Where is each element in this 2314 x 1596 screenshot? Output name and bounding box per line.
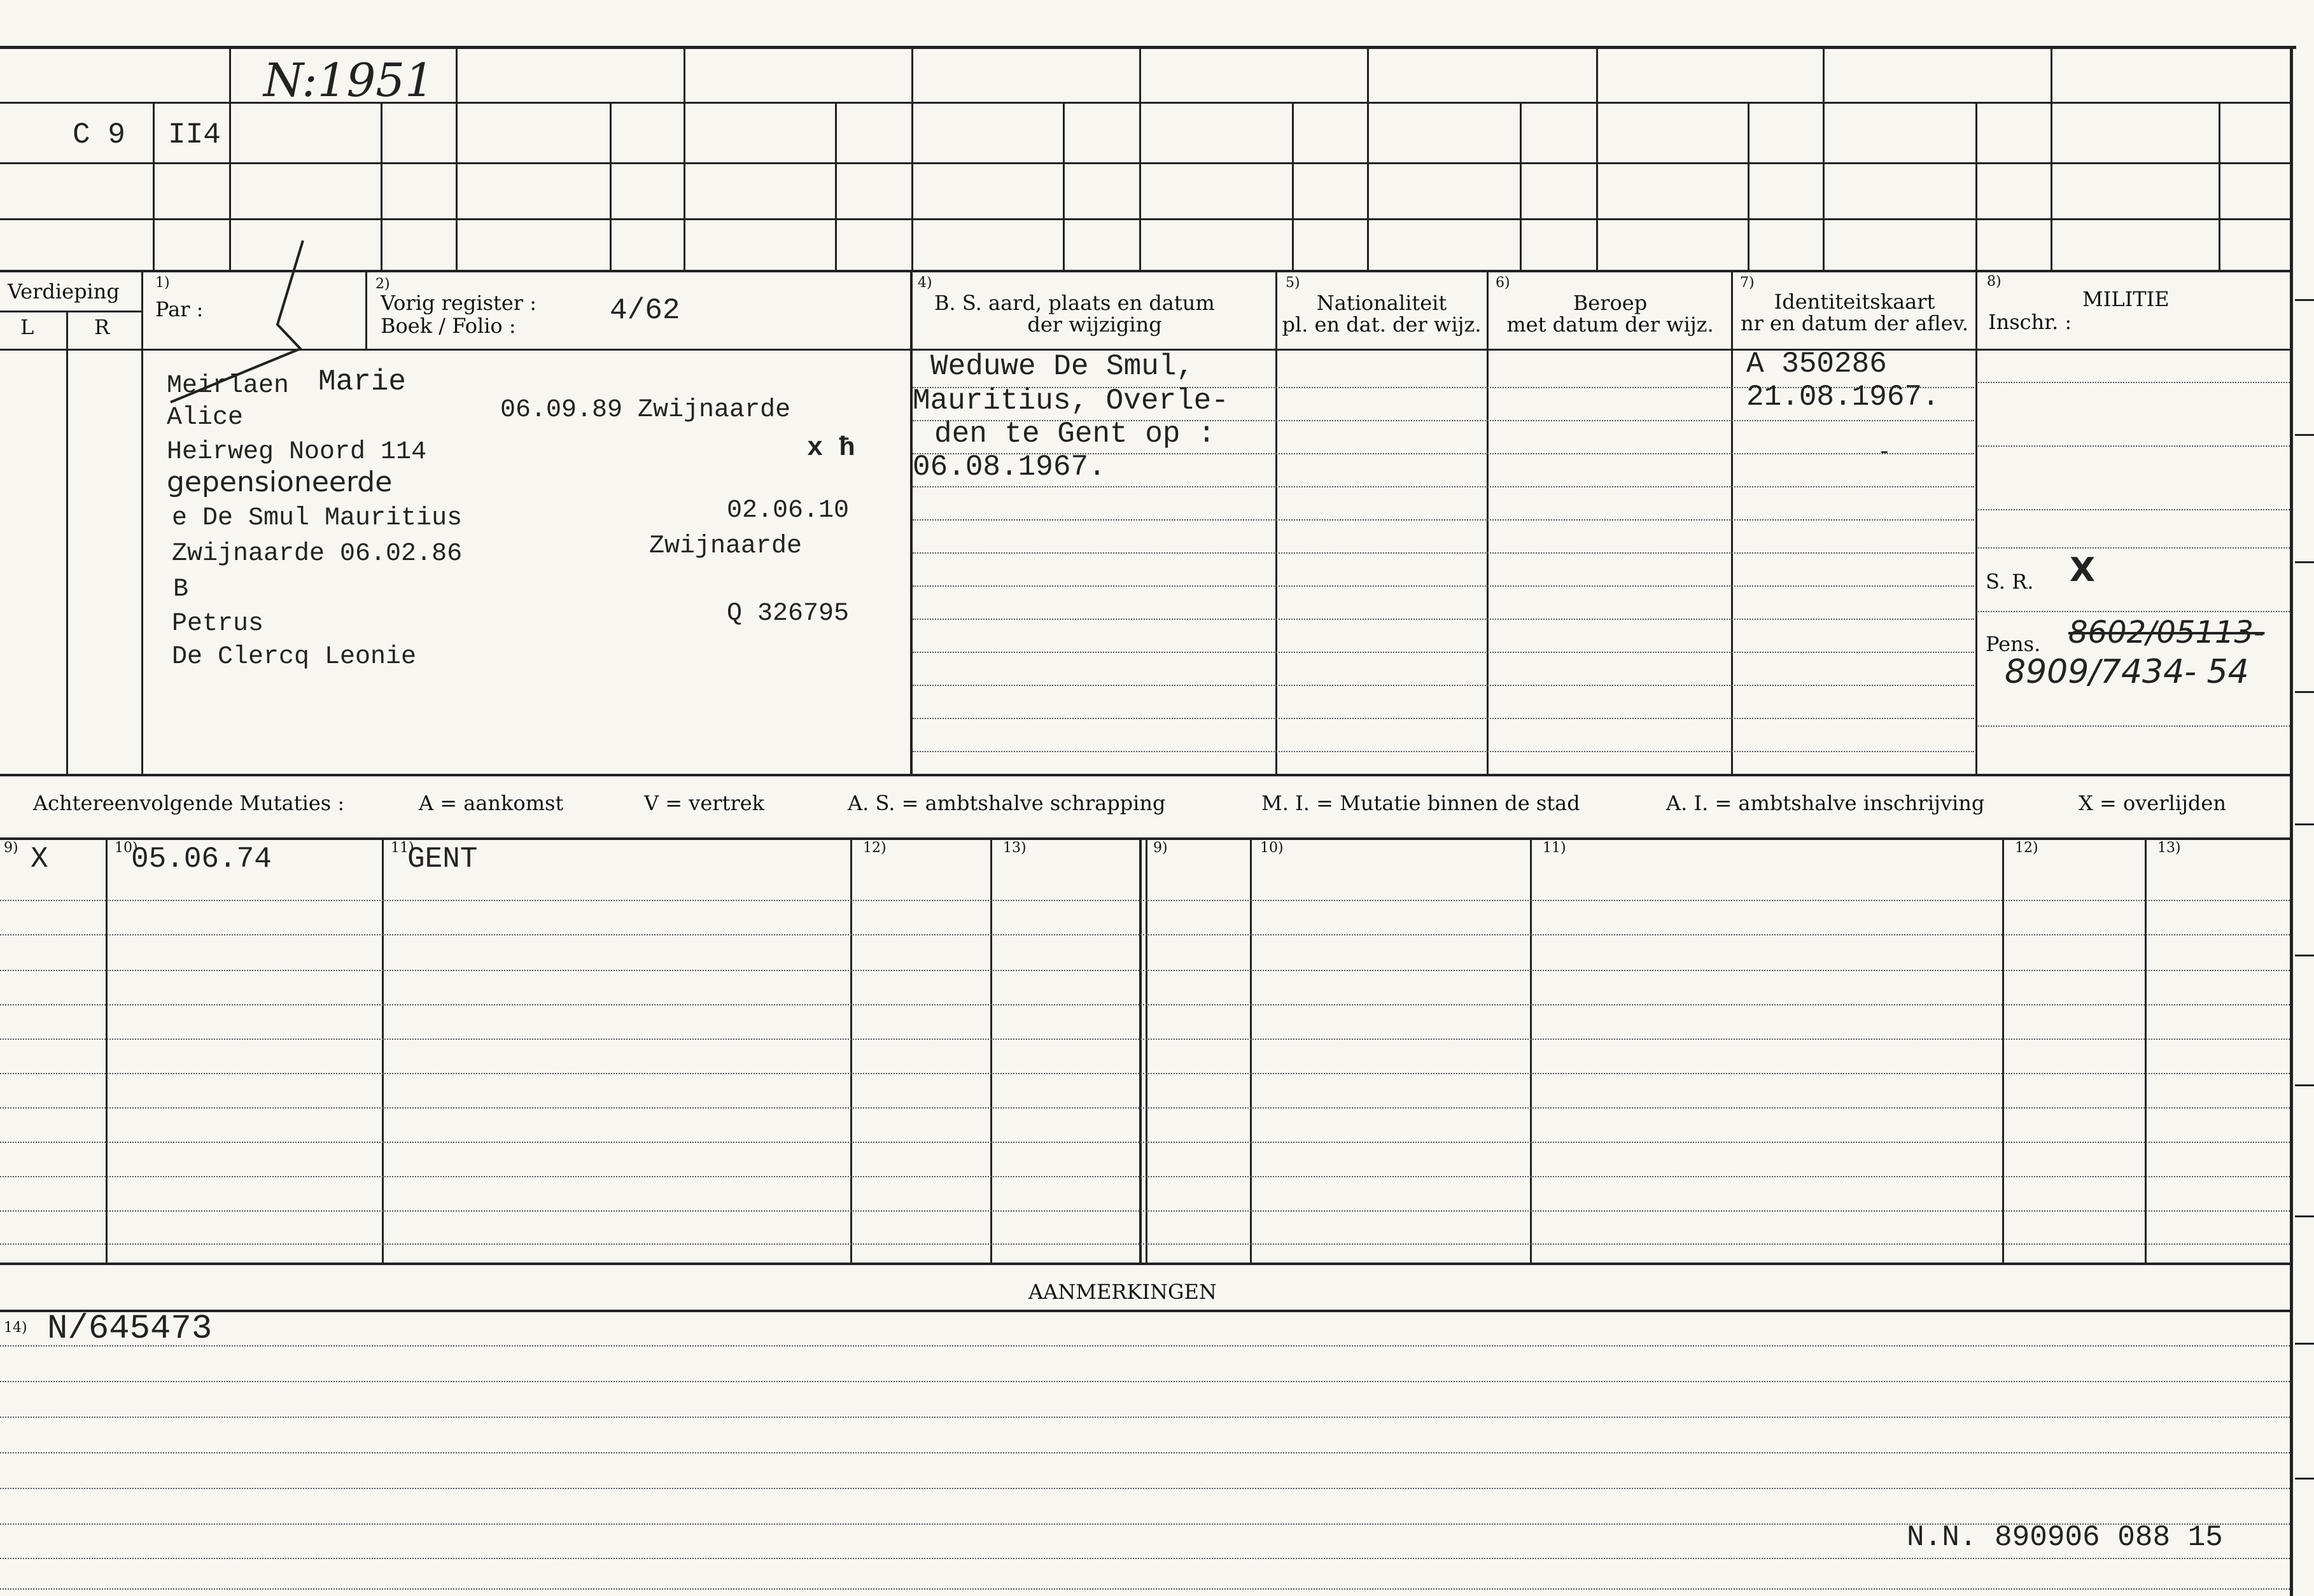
legend-ambtshalve-inschrijving: A. I. = ambtshalve inschrijving <box>1666 791 1985 815</box>
remarks-number: 14) <box>4 1320 27 1336</box>
legend-vertrek: V = vertrek <box>644 791 765 815</box>
person-marriage: Zwijnaarde 06.02.86 <box>172 540 463 568</box>
mutation-place: GENT <box>407 843 478 876</box>
bs-line1: Weduwe De Smul, <box>930 350 1195 383</box>
person-id-ref: Q 326795 <box>727 599 850 628</box>
idcard-dash: - <box>1877 439 1891 465</box>
militie-header: MILITIE <box>2082 287 2170 311</box>
boek-folio-label: Boek / Folio : <box>381 314 516 338</box>
mut-r-col13-number: 13) <box>2157 840 2181 856</box>
sr-value: X <box>2070 551 2096 589</box>
person-surname: Meirlaen <box>167 372 290 400</box>
col2-number: 2) <box>375 276 390 292</box>
series-sub-code: II4 <box>168 118 221 151</box>
nationaliteit-header-sub: pl. en dat. der wijz. <box>1282 312 1482 337</box>
beroep-header: Beroep <box>1573 291 1648 315</box>
person-mother: De Clercq Leonie <box>172 643 417 671</box>
legend-ambtshalve-schrapping: A. S. = ambtshalve schrapping <box>848 791 1166 815</box>
legend-overlijden: X = overlijden <box>2079 791 2226 815</box>
mut-r-col10-number: 10) <box>1260 840 1284 856</box>
person-marks: х ħ <box>807 433 855 463</box>
person-father: Petrus <box>172 610 264 638</box>
legend-title: Achtereenvolgende Mutaties : <box>33 791 345 815</box>
mut-r-col11-number: 11) <box>1543 840 1566 856</box>
bs-line2: Mauritius, Overle- <box>913 384 1229 417</box>
person-letter-b: B <box>173 575 189 604</box>
col4-number: 4) <box>918 275 932 291</box>
mutation-date: 05.06.74 <box>131 843 272 876</box>
mut-col11-number: 11) <box>391 840 414 856</box>
national-number: N.N. 890906 088 15 <box>1907 1521 2223 1554</box>
bs-line3: den te Gent op : <box>934 417 1216 451</box>
col6-number: 6) <box>1496 275 1510 291</box>
boek-folio-value: 4/62 <box>610 294 680 327</box>
person-occupation: gepensioneerde <box>167 466 393 498</box>
aanmerkingen-title: AANMERKINGEN <box>1028 1280 1217 1304</box>
idcard-number: A 350286 <box>1746 347 1887 381</box>
verdieping-header: Verdieping <box>8 279 120 304</box>
remarks-value: N/645473 <box>47 1310 213 1348</box>
legend-mutatie-binnen-stad: M. I. = Mutatie binnen de stad <box>1261 791 1580 815</box>
person-spouse-place: Zwijnaarde <box>649 532 803 561</box>
pens-label: Pens. <box>1986 632 2041 656</box>
person-address: Heirweg Noord 114 <box>167 438 427 466</box>
pens-new-number: 8909/7434- 54 <box>2005 653 2249 691</box>
person-firstname2: Alice <box>167 403 244 432</box>
identiteitskaart-header: Identiteitskaart <box>1774 290 1935 314</box>
col8-number: 8) <box>1987 274 2002 290</box>
col7-number: 7) <box>1740 275 1755 291</box>
person-birth: 06.09.89 Zwijnaarde <box>500 396 791 424</box>
mutation-code: X <box>31 843 48 876</box>
bs-line4: 06.08.1967. <box>913 451 1106 484</box>
idcard-date: 21.08.1967. <box>1746 381 1940 414</box>
mut-r-col9-number: 9) <box>1153 840 1168 856</box>
sr-label: S. R. <box>1986 570 2034 594</box>
bs-header: B. S. aard, plaats en datum <box>934 291 1215 315</box>
person-firstname: Marie <box>318 365 407 398</box>
series-code: C 9 <box>73 118 125 151</box>
mut-col10-number: 10) <box>115 840 138 856</box>
verdieping-r-header: R <box>94 315 110 339</box>
inschr-label: Inschr. : <box>1988 310 2072 334</box>
bs-header-sub: der wijziging <box>1027 312 1162 337</box>
par-label: Par : <box>155 297 204 321</box>
person-spouse: e De Smul Mauritius <box>172 504 463 533</box>
pens-old-number: 8602/05113- <box>2068 615 2265 650</box>
identiteitskaart-header-sub: nr en datum der aflev. <box>1740 311 1969 335</box>
mut-col13-number: 13) <box>1003 840 1027 856</box>
nationaliteit-header: Nationaliteit <box>1316 291 1447 315</box>
beroep-header-sub: met datum der wijz. <box>1506 312 1714 337</box>
vorig-register-label: Vorig register : <box>381 291 537 315</box>
person-spouse-date: 02.06.10 <box>727 496 850 525</box>
col1-number: 1) <box>155 275 170 291</box>
verdieping-l-header: L <box>20 315 34 339</box>
col5-number: 5) <box>1286 275 1300 291</box>
mut-col9-number: 9) <box>4 840 18 856</box>
handwritten-number: N:1951 <box>263 53 434 107</box>
mut-col12-number: 12) <box>863 840 887 856</box>
legend-aankomst: A = aankomst <box>419 791 564 815</box>
mut-r-col12-number: 12) <box>2015 840 2038 856</box>
